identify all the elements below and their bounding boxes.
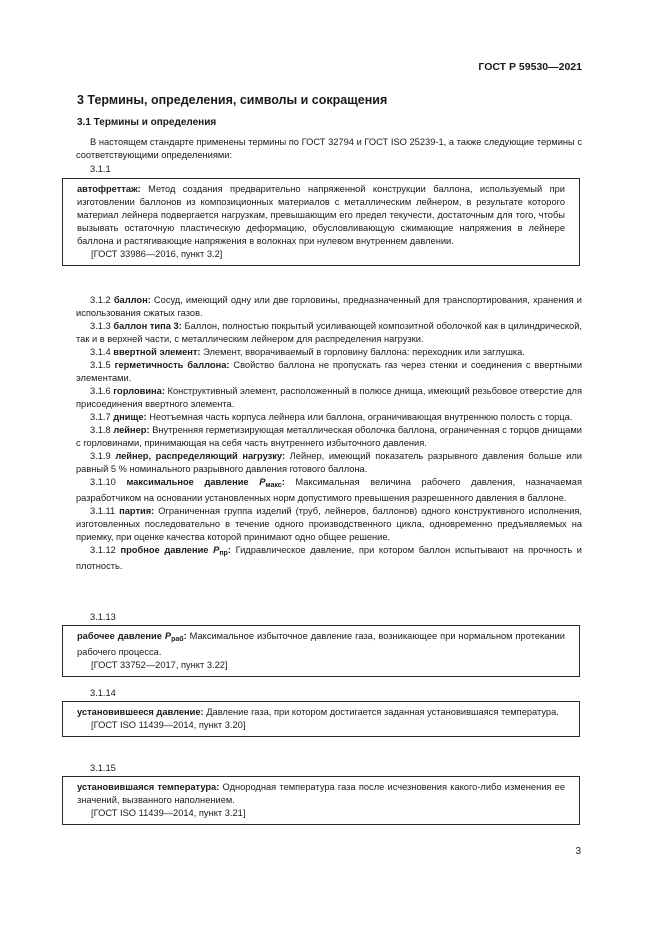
entry-number-3-1-15: 3.1.15 — [90, 763, 116, 773]
definition-3-1-2: 3.1.2 баллон: Сосуд, имеющий одну или две горловины, предназначенный для транспортирования, хранения и использования сжатых газов. — [76, 295, 582, 318]
pressure-symbol: P — [259, 477, 266, 487]
definition-box-3-1-14 — [62, 701, 580, 737]
pressure-symbol: P — [164, 631, 172, 641]
entry-number-3-1-1: 3.1.1 — [90, 164, 111, 174]
definitions-list — [76, 294, 582, 573]
definition-text: установившееся давление: Давление газа, при котором достигается заданная установившаяся температура. — [77, 707, 559, 717]
reference: [ГОСТ 33986—2016, пункт 3.2] — [91, 249, 223, 259]
definition-3-1-10: 3.1.10 максимальное давление $P_{макс}$: Максимальная величина рабочего давления, назначаемая разработчиком на основании установленных норм допустимого превышения разрешенного давления в баллоне. — [76, 477, 582, 503]
intro-paragraph — [76, 136, 582, 162]
definition-3-1-4: 3.1.4 ввертной элемент: Элемент, вворачиваемый в горловину баллона: переходник или заглушка. — [90, 347, 525, 357]
definition-3-1-3: 3.1.3 баллон типа 3: Баллон, полностью покрытый усиливающей композитной оболочкой как в цилиндрической, так и в верхней части, с металлическим лейнером для распределения нагрузки. — [76, 321, 582, 344]
subsection-title: 3.1 Термины и определения — [77, 117, 217, 128]
standard-number: ГОСТ Р 59530—2021 — [478, 61, 582, 73]
pressure-symbol: P — [213, 545, 220, 555]
definition-box-3-1-1 — [62, 178, 580, 266]
reference: [ГОСТ ISO 11439—2014, пункт 3.20] — [91, 720, 246, 730]
definition-3-1-7: 3.1.7 днище: Неотъемная часть корпуса лейнера или баллона, ограничивающая внутреннюю полость с торца. — [90, 412, 573, 422]
entry-number-3-1-14: 3.1.14 — [90, 688, 116, 698]
reference: [ГОСТ 33752—2017, пункт 3.22] — [91, 660, 228, 670]
definition-box-3-1-15 — [62, 776, 580, 825]
intro-text: В настоящем стандарте применены термины по ГОСТ 32794 и ГОСТ ISO 25239-1, а также следующие термины с соответствующими определениями: — [76, 137, 582, 160]
definition-box-3-1-13 — [62, 625, 580, 677]
definition-3-1-6: 3.1.6 горловина: Конструктивный элемент, расположенный в полюсе днища, имеющий резьбовое отверстие для присоединения ввертного элемента. — [76, 386, 582, 409]
definition-text: установившаяся температура: Однородная температура газа после исчезновения какого-либо изменения ее значений, вызванного наполнением. — [77, 782, 565, 805]
definition-3-1-8: 3.1.8 лейнер: Внутренняя герметизирующая металлическая оболочка баллона, ограниченная с торцов днищами с горловинами, принимающая на себя часть внутреннего избыточного давления. — [76, 425, 582, 448]
definition-3-1-9: 3.1.9 лейнер, распределяющий нагрузку: Лейнер, имеющий показатель разрывного давления больше или равный 5 % номинального разрывного давления готового баллона. — [76, 451, 582, 474]
reference: [ГОСТ ISO 11439—2014, пункт 3.21] — [91, 808, 246, 818]
section-title: 3 Термины, определения, символы и сокращения — [77, 93, 388, 107]
page-number: 3 — [575, 846, 581, 857]
definition-text — [77, 183, 565, 248]
term: автофреттаж: — [77, 184, 141, 194]
entry-number-3-1-13: 3.1.13 — [90, 612, 116, 622]
definition-3-1-11: 3.1.11 партия: Ограниченная группа изделий (труб, лейнеров, баллонов) одного конструктивного исполнения, изготовленных последовательно в течение одного производственного цикла, одновременно предъявляемых на приемку, при оценке качества которой принимают одно общее решение. — [76, 506, 583, 542]
definition: Метод создания предварительно напряженной конструкции баллона, используемый при изготовлении баллонов из композиционных материалов с металлическим лейнером, в результате которого материал лейнера подвергается нагрузкам, превышающим его предел текучести, достаточным для того, чтобы вызывать остаточную пластическую деформацию, обусловливающую сжимающие напряжения в лейнере баллона и растягивающие напряжения в волокнах при нулевом внутреннем давлении. — [77, 184, 565, 246]
definition-3-1-5: 3.1.5 герметичность баллона: Свойство баллона не пропускать газ через стенки и соединения с ввертными элементами. — [76, 360, 583, 383]
definition-3-1-12: 3.1.12 пробное давление $P_{пр}$: Гидравлическое давление, при котором баллон испытывают на прочность и плотность. — [76, 545, 583, 571]
definition-text: рабочее давление $P_{раб}$: Максимальное избыточное давление газа, возникающее при нормальном протекании рабочего процесса. — [77, 631, 565, 657]
